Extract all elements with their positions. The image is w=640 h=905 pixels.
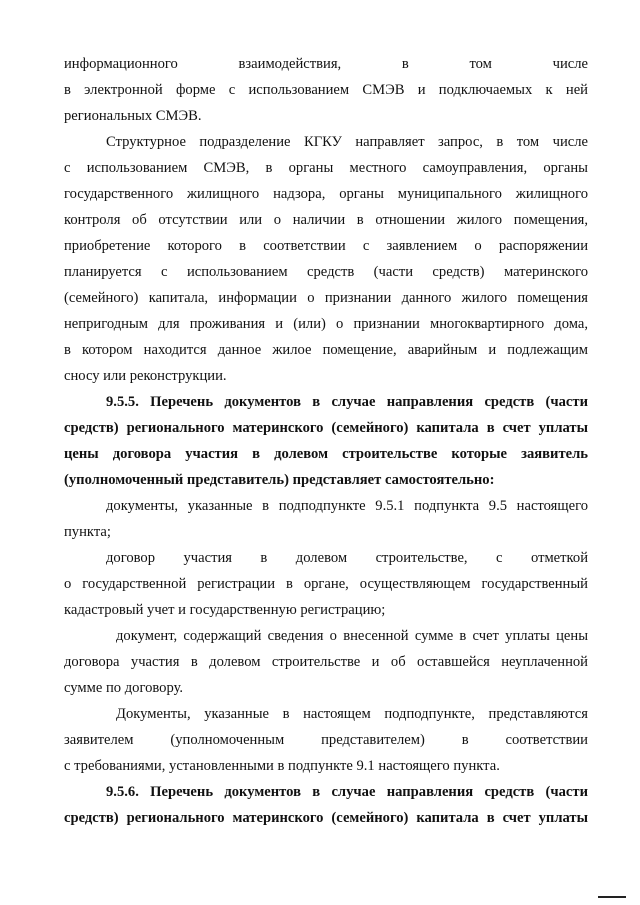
- text-line: (семейного) капитала, информации о признании данного жилого помещения: [64, 290, 588, 306]
- text-line: документы, указанные в подподпункте 9.5.1 подпункта 9.5 настоящего: [106, 498, 588, 514]
- text-line: в электронной форме с использованием СМЭВ и подключаемых к ней: [64, 82, 588, 98]
- section-heading-line: цены договора участия в долевом строительстве которые заявитель: [64, 446, 588, 462]
- text-line: контроля об отсутствии или о наличии в отношении жилого помещения,: [64, 212, 588, 228]
- text-line: государственного жилищного надзора, органы муниципального жилищного: [64, 186, 588, 202]
- text-line: сносу или реконструкции.: [64, 368, 227, 384]
- section-heading-line: средств) регионального материнского (семейного) капитала в счет уплаты: [64, 420, 588, 436]
- text-line: о государственной регистрации в органе, осуществляющем государственный: [64, 576, 588, 592]
- text-line: в котором находится данное жилое помещение, аварийным и подлежащим: [64, 342, 588, 358]
- text-line: информационного взаимодействия, в том числе: [64, 56, 588, 72]
- section-heading-line: 9.5.6. Перечень документов в случае направления средств (части: [106, 784, 588, 800]
- text-line: планируется с использованием средств (части средств) материнского: [64, 264, 588, 280]
- section-heading-line: (уполномоченный представитель) представляет самостоятельно:: [64, 472, 495, 488]
- text-line: Документы, указанные в настоящем подподпункте, представляются: [116, 706, 588, 722]
- text-line: с требованиями, установленными в подпункте 9.1 настоящего пункта.: [64, 758, 500, 774]
- text-line: приобретение которого в соответствии с заявлением о распоряжении: [64, 238, 588, 254]
- text-line: документ, содержащий сведения о внесенной сумме в счет уплаты цены: [116, 628, 588, 644]
- text-line: кадастровый учет и государственную регистрацию;: [64, 602, 386, 618]
- section-heading-line: средств) регионального материнского (семейного) капитала в счет уплаты: [64, 810, 588, 826]
- text-line: пункта;: [64, 524, 111, 540]
- text-line: с использованием СМЭВ, в органы местного самоуправления, органы: [64, 160, 588, 176]
- text-line: договор участия в долевом строительстве, с отметкой: [106, 550, 588, 566]
- section-heading-line: 9.5.5. Перечень документов в случае направления средств (части: [106, 394, 588, 410]
- text-line: региональных СМЭВ.: [64, 108, 202, 124]
- text-line: Структурное подразделение КГКУ направляет запрос, в том числе: [106, 134, 588, 150]
- text-line: заявителем (уполномоченным представителем) в соответствии: [64, 732, 588, 748]
- page-corner-mark: [598, 896, 626, 898]
- text-line: договора участия в долевом строительстве и об оставшейся неуплаченной: [64, 654, 588, 670]
- text-line: непригодным для проживания и (или) о признании многоквартирного дома,: [64, 316, 588, 332]
- text-line: сумме по договору.: [64, 680, 184, 696]
